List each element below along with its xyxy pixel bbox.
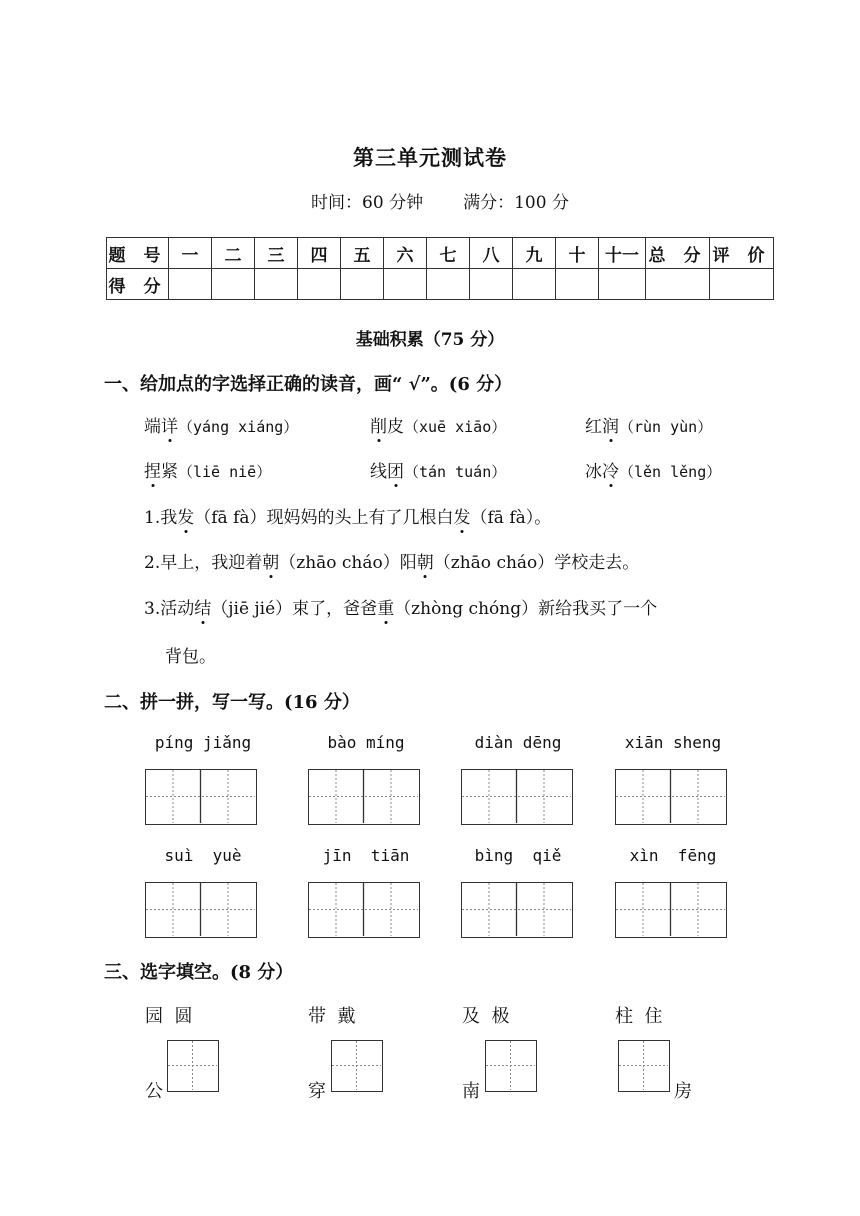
writing-grid[interactable]: [145, 882, 257, 938]
pinyin-options[interactable]: （liē niē）: [178, 463, 272, 481]
fill-box[interactable]: [331, 1040, 383, 1092]
score-cell[interactable]: [470, 269, 513, 300]
word-item: 线团（tán tuán）: [370, 462, 507, 482]
writing-grid[interactable]: [461, 882, 573, 938]
pinyin-prompt: suì yuè: [164, 846, 242, 865]
word-item: 捏紧（liē niē）: [144, 462, 272, 482]
score-cell[interactable]: [646, 269, 710, 300]
context-char: 穿: [308, 1081, 326, 1102]
context-char: 房: [674, 1081, 692, 1102]
writing-grid[interactable]: [615, 882, 727, 938]
score-cell[interactable]: [384, 269, 427, 300]
score-cell[interactable]: [556, 269, 599, 300]
score-cell[interactable]: [298, 269, 341, 300]
sentence-3-continued: 背包。: [165, 647, 216, 667]
cell-total: 总 分: [646, 238, 710, 269]
pinyin-prompt: xiān sheng: [624, 733, 722, 752]
cell-q5: 五: [341, 238, 384, 269]
question-1-heading: 一、给加点的字选择正确的读音，画“ √”。(6 分）: [104, 374, 513, 395]
word-item: 冰冷（lěn lěng）: [585, 462, 722, 482]
dotted-char: 朝: [416, 553, 434, 573]
dotted-char: 详: [161, 417, 178, 437]
dotted-char: 削: [370, 417, 387, 437]
pinyin-prompt: píng jiǎng: [154, 733, 252, 752]
char-options: 柱 住: [615, 1006, 663, 1027]
full-score: 满分：100 分: [463, 193, 569, 213]
context-char: 公: [145, 1081, 163, 1102]
section-title: 基础积累（75 分）: [355, 330, 505, 350]
writing-grid[interactable]: [615, 769, 727, 825]
cell-q7: 七: [427, 238, 470, 269]
cell-q3: 三: [255, 238, 298, 269]
word-item: 削皮（xuē xiāo）: [370, 417, 507, 437]
dotted-char: 捏: [144, 462, 161, 482]
dotted-char: 团: [387, 462, 404, 482]
score-cell[interactable]: [212, 269, 255, 300]
writing-grid[interactable]: [461, 769, 573, 825]
context-char: 南: [462, 1081, 480, 1102]
dotted-char: 发: [453, 508, 471, 528]
pinyin-prompt: jīn tiān: [322, 846, 410, 865]
pinyin-prompt: bào míng: [327, 733, 405, 752]
cell-question-number: 题 号: [107, 238, 169, 269]
score-cell[interactable]: [513, 269, 556, 300]
sentence-2: 2.早上，我迎着朝（zhāo cháo）阳朝（zhāo cháo）学校走去。: [144, 553, 640, 573]
score-table-header-row: [107, 238, 774, 269]
sentence-3: 3.活动结（jiē jié）束了，爸爸重（zhòng chóng）新给我买了一个: [144, 599, 658, 619]
score-table: [106, 237, 774, 300]
dotted-char: 润: [602, 417, 619, 437]
score-table-score-row: [107, 269, 774, 300]
char-options: 园 圆: [145, 1006, 193, 1027]
cell-q9: 九: [513, 238, 556, 269]
pinyin-prompt: xìn fēng: [629, 846, 717, 865]
score-cell[interactable]: [255, 269, 298, 300]
writing-grid[interactable]: [308, 882, 420, 938]
cell-q6: 六: [384, 238, 427, 269]
pinyin-prompt: diàn dēng: [474, 733, 562, 752]
score-cell[interactable]: [169, 269, 212, 300]
question-2-heading: 二、拼一拼，写一写。(16 分）: [104, 692, 360, 713]
pinyin-options[interactable]: （tán tuán）: [404, 463, 507, 481]
writing-grid[interactable]: [308, 769, 420, 825]
word-item: 端详（yáng xiáng）: [144, 417, 299, 437]
exam-info: [0, 188, 860, 213]
fill-box[interactable]: [167, 1040, 219, 1092]
cell-q1: 一: [169, 238, 212, 269]
cell-q11: 十一: [599, 238, 646, 269]
cell-evaluation: 评 价: [710, 238, 774, 269]
cell-q4: 四: [298, 238, 341, 269]
fill-box[interactable]: [618, 1040, 670, 1092]
sentence-1: 1.我发（fā fà）现妈妈的头上有了几根白发（fā fà）。: [144, 508, 552, 528]
cell-score-label: 得 分: [107, 269, 169, 300]
pinyin-options[interactable]: （yáng xiáng）: [178, 418, 299, 436]
cell-q2: 二: [212, 238, 255, 269]
char-options: 及 极: [462, 1006, 510, 1027]
cell-q8: 八: [470, 238, 513, 269]
dotted-char: 结: [194, 599, 212, 619]
dotted-char: 重: [377, 599, 395, 619]
pinyin-options[interactable]: （xuē xiāo）: [404, 418, 507, 436]
page-title: 第三单元测试卷: [353, 145, 507, 170]
cell-q10: 十: [556, 238, 599, 269]
dotted-char: 朝: [262, 553, 280, 573]
score-cell[interactable]: [341, 269, 384, 300]
dotted-char: 冷: [602, 462, 619, 482]
word-item: 红润（rùn yùn）: [585, 417, 713, 437]
dotted-char: 发: [177, 508, 195, 528]
pinyin-options[interactable]: （lěn lěng）: [619, 463, 722, 481]
pinyin-options[interactable]: （rùn yùn）: [619, 418, 713, 436]
score-cell[interactable]: [710, 269, 774, 300]
pinyin-prompt: bìng qiě: [474, 846, 562, 865]
fill-box[interactable]: [485, 1040, 537, 1092]
char-options: 带 戴: [308, 1006, 356, 1027]
score-cell[interactable]: [427, 269, 470, 300]
time-limit: 时间：60 分钟: [311, 193, 424, 213]
writing-grid[interactable]: [145, 769, 257, 825]
question-3-heading: 三、选字填空。(8 分）: [104, 962, 294, 983]
score-cell[interactable]: [599, 269, 646, 300]
